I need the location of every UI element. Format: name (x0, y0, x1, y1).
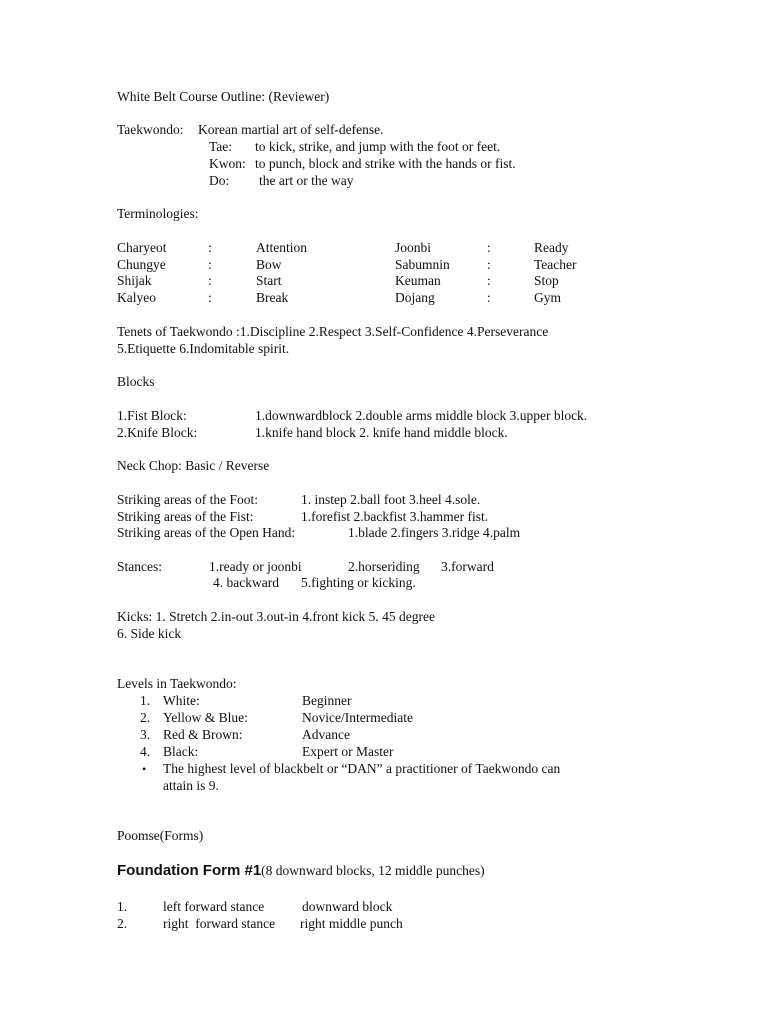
level-rank: Novice/Intermediate (302, 710, 413, 725)
terminologies-heading: Terminologies: (117, 206, 199, 221)
stance-item: 2.horseriding (348, 559, 420, 574)
stance-item: 5.fighting or kicking. (301, 575, 416, 590)
blocks-heading: Blocks (117, 374, 155, 389)
term-left: Charyeot (117, 240, 167, 255)
term-separator: : (208, 257, 212, 272)
level-belt: Red & Brown: (163, 727, 243, 742)
foundation-form-subtitle: (8 downward blocks, 12 middle punches) (261, 863, 485, 878)
meaning-left: Attention (256, 240, 307, 255)
term-left: Chungye (117, 257, 166, 272)
step-stance: left forward stance (163, 899, 265, 914)
striking-value: 1.blade 2.fingers 3.ridge 4.palm (348, 525, 521, 540)
term-separator: : (487, 240, 491, 255)
levels-heading: Levels in Taekwondo: (117, 676, 237, 691)
term-right: Joonbi (395, 240, 432, 255)
step-stance: right forward stance (163, 916, 276, 931)
poomse-heading: Poomse(Forms) (117, 828, 204, 843)
meaning-left: Break (256, 290, 289, 305)
term-right: Keuman (395, 273, 441, 288)
do-meaning: the art or the way (259, 173, 354, 188)
bullet-icon: • (142, 762, 147, 776)
neck-chop: Neck Chop: Basic / Reverse (117, 458, 270, 473)
foundation-form-title: Foundation Form #1 (117, 862, 262, 879)
kicks-line-1: Kicks: 1. Stretch 2.in-out 3.out-in 4.front kick 5. 45 degree (117, 609, 435, 624)
document-title: White Belt Course Outline: (Reviewer) (117, 89, 330, 104)
stances-label: Stances: (117, 559, 162, 574)
level-rank: Beginner (302, 693, 352, 708)
meaning-right: Stop (534, 273, 559, 288)
level-belt: White: (163, 693, 200, 708)
term-right: Sabumnin (395, 257, 450, 272)
level-belt: Black: (163, 744, 199, 759)
term-separator: : (487, 290, 491, 305)
level-note-line-1: The highest level of blackbelt or “DAN” a practitioner of Taekwondo can (163, 761, 561, 776)
block-value: 1.downwardblock 2.double arms middle block 3.upper block. (255, 408, 588, 423)
level-number: 3. (140, 727, 151, 742)
term-separator: : (487, 257, 491, 272)
taekwondo-label: Taekwondo: (117, 122, 184, 137)
term-separator: : (208, 240, 212, 255)
meaning-right: Ready (534, 240, 569, 255)
meaning-left: Bow (256, 257, 282, 272)
step-move: right middle punch (300, 916, 403, 931)
striking-label: Striking areas of the Open Hand: (117, 525, 296, 540)
kwon-meaning: to punch, block and strike with the hands or fist. (255, 156, 516, 171)
level-belt: Yellow & Blue: (163, 710, 248, 725)
stance-item: 3.forward (441, 559, 494, 574)
step-number: 1. (117, 899, 128, 914)
block-label: 2.Knife Block: (117, 425, 198, 440)
block-value: 1.knife hand block 2. knife hand middle block. (255, 425, 508, 440)
tenets-line-2: 5.Etiquette 6.Indomitable spirit. (117, 341, 290, 356)
level-note-line-2: attain is 9. (163, 778, 219, 793)
striking-value: 1. instep 2.ball foot 3.heel 4.sole. (301, 492, 481, 507)
stance-item: 1.ready or joonbi (209, 559, 302, 574)
term-separator: : (208, 290, 212, 305)
striking-label: Striking areas of the Fist: (117, 509, 254, 524)
tae-term: Tae: (209, 139, 233, 154)
striking-label: Striking areas of the Foot: (117, 492, 258, 507)
step-number: 2. (117, 916, 128, 931)
term-left: Kalyeo (117, 290, 156, 305)
tenets-line-1: Tenets of Taekwondo :1.Discipline 2.Respect 3.Self-Confidence 4.Perseverance (117, 324, 549, 339)
meaning-left: Start (256, 273, 282, 288)
taekwondo-definition: Korean martial art of self-defense. (198, 122, 384, 137)
stance-item: 4. backward (213, 575, 279, 590)
kwon-term: Kwon: (209, 156, 246, 171)
foundation-form-heading (117, 863, 485, 879)
meaning-right: Teacher (534, 257, 577, 272)
term-right: Dojang (395, 290, 435, 305)
level-number: 1. (140, 693, 151, 708)
term-separator: : (208, 273, 212, 288)
meaning-right: Gym (534, 290, 561, 305)
block-label: 1.Fist Block: (117, 408, 187, 423)
striking-value: 1.forefist 2.backfist 3.hammer fist. (301, 509, 489, 524)
step-move: downward block (302, 899, 393, 914)
term-separator: : (487, 273, 491, 288)
level-number: 2. (140, 710, 151, 725)
do-term: Do: (209, 173, 230, 188)
level-number: 4. (140, 744, 151, 759)
level-rank: Advance (302, 727, 350, 742)
kicks-line-2: 6. Side kick (117, 626, 182, 641)
level-rank: Expert or Master (302, 744, 394, 759)
term-left: Shijak (117, 273, 152, 288)
tae-meaning: to kick, strike, and jump with the foot or feet. (255, 139, 501, 154)
